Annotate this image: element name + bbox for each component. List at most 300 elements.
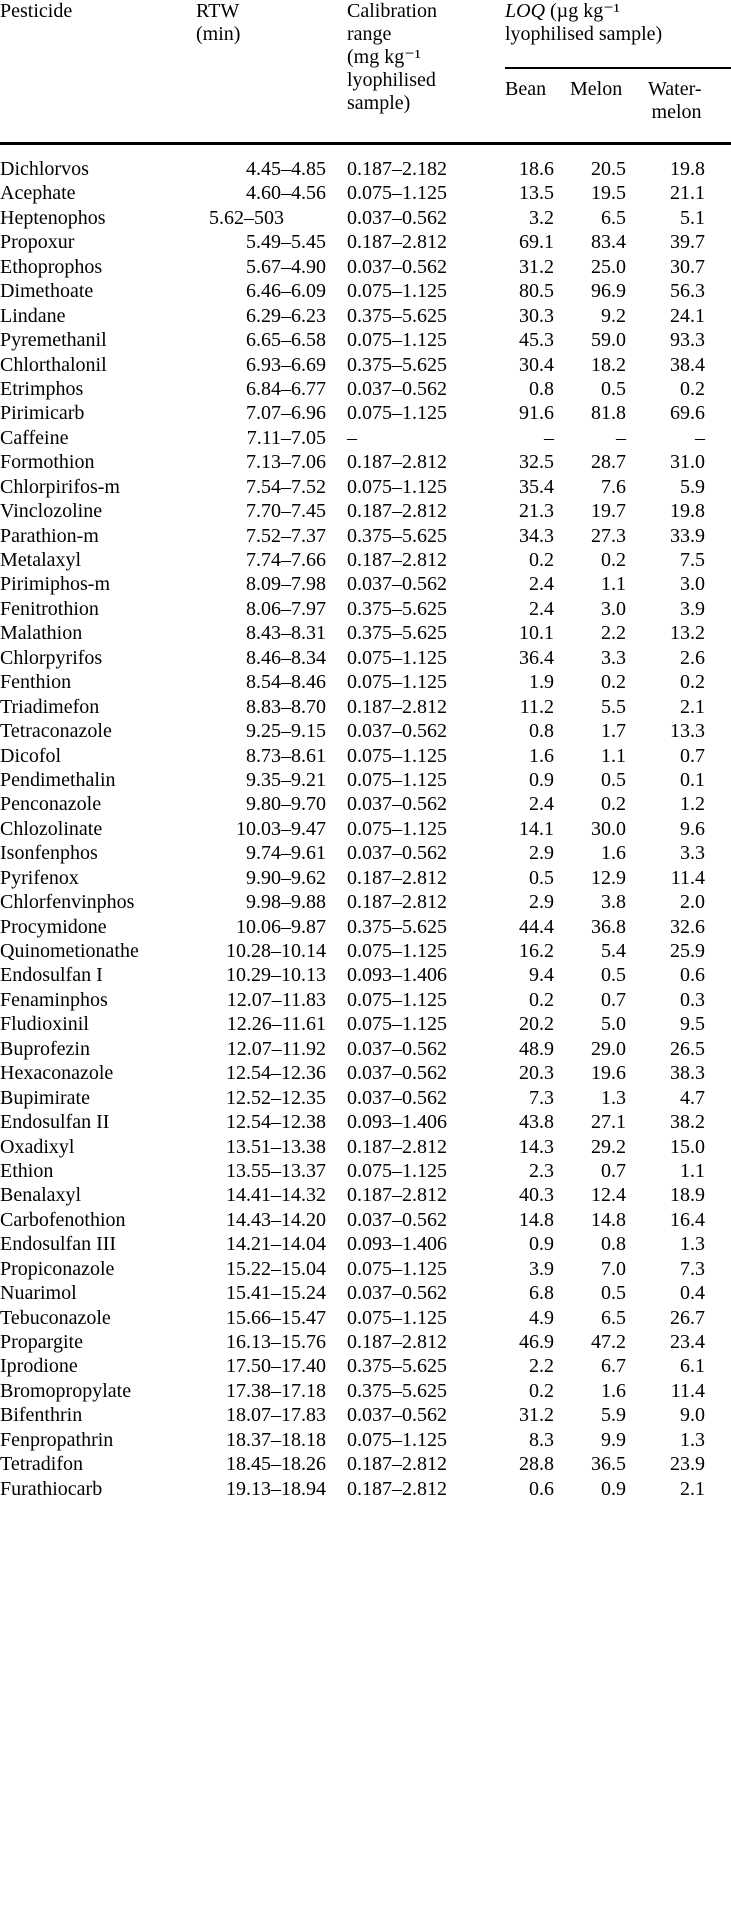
cell-calibration-range: 0.075–1.125	[347, 402, 447, 425]
cell-loq-melon: 0.5	[601, 964, 626, 987]
cell-pesticide: Bupimirate	[0, 1086, 90, 1109]
cell-loq-bean: 0.2	[529, 1379, 554, 1402]
table-row	[0, 353, 731, 377]
cell-rtw: 15.66–15.47	[226, 1306, 326, 1329]
cell-loq-bean: –	[544, 426, 554, 449]
cell-loq-melon: 1.3	[601, 1086, 626, 1109]
table-row	[0, 695, 731, 719]
cell-calibration-range: 0.075–1.125	[347, 475, 447, 498]
cell-rtw: 13.51–13.38	[226, 1135, 326, 1158]
cell-calibration-range: 0.187–2.812	[347, 1184, 447, 1207]
cell-rtw: 12.26–11.61	[226, 1013, 326, 1036]
table-row	[0, 817, 731, 841]
cell-loq-bean: 3.2	[529, 206, 554, 229]
table-row	[0, 1159, 731, 1183]
cell-loq-bean: 0.9	[529, 768, 554, 791]
cell-loq-melon: –	[616, 426, 626, 449]
cell-calibration-range: 0.037–0.562	[347, 1208, 447, 1231]
cell-calibration-range: 0.075–1.125	[347, 1428, 447, 1451]
cell-loq-melon: 27.1	[591, 1111, 626, 1134]
cell-loq-bean: 36.4	[519, 646, 554, 669]
cell-pesticide: Endosulfan II	[0, 1111, 110, 1134]
cell-loq-melon: 1.1	[601, 744, 626, 767]
cell-calibration-range: 0.187–2.812	[347, 866, 447, 889]
table-row	[0, 1477, 731, 1501]
cell-loq-watermelon: 1.1	[680, 1159, 705, 1182]
cell-loq-bean: 9.4	[529, 964, 554, 987]
cell-calibration-range: 0.075–1.125	[347, 940, 447, 962]
table-row	[0, 841, 731, 865]
header-bean: Bean	[505, 78, 547, 100]
cell-pesticide: Pirimicarb	[0, 402, 85, 425]
cell-loq-melon: 96.9	[591, 280, 626, 303]
table-row	[0, 1330, 731, 1354]
cell-pesticide: Fenpropathrin	[0, 1428, 114, 1451]
cell-loq-melon: 0.5	[601, 377, 626, 400]
cell-pesticide: Endosulfan I	[0, 964, 103, 987]
table-row	[0, 157, 731, 181]
cell-calibration-range: 0.037–0.562	[347, 720, 447, 743]
table-row	[0, 1208, 731, 1232]
table-row	[0, 1306, 731, 1330]
cell-loq-watermelon: –	[695, 426, 705, 449]
cell-loq-melon: 2.2	[601, 622, 626, 645]
cell-loq-watermelon: 38.4	[670, 353, 705, 376]
cell-loq-watermelon: 93.3	[670, 329, 705, 352]
cell-loq-melon: 30.0	[591, 817, 626, 840]
cell-rtw: 8.83–8.70	[246, 695, 326, 718]
cell-loq-watermelon: 38.3	[670, 1062, 705, 1085]
table-row	[0, 548, 731, 572]
cell-rtw: 10.28–10.14	[226, 940, 326, 962]
cell-loq-watermelon: 32.6	[670, 915, 705, 938]
cell-pesticide: Penconazole	[0, 793, 102, 816]
cell-loq-watermelon: 0.4	[680, 1282, 705, 1305]
cell-loq-watermelon: 26.5	[670, 1037, 705, 1060]
cell-loq-watermelon: 1.3	[680, 1233, 705, 1256]
cell-calibration-range: 0.037–0.562	[347, 1086, 447, 1109]
table-row	[0, 792, 731, 816]
cell-loq-melon: 12.4	[591, 1184, 626, 1207]
cell-loq-watermelon: 9.5	[680, 1013, 705, 1036]
cell-calibration-range: 0.375–5.625	[347, 597, 447, 620]
cell-calibration-range: 0.075–1.125	[347, 671, 447, 694]
cell-loq-bean: 16.2	[519, 940, 554, 962]
table-row	[0, 426, 731, 450]
cell-loq-bean: 2.9	[529, 842, 554, 865]
cell-rtw: 9.80–9.70	[246, 793, 326, 816]
table-row	[0, 1379, 731, 1403]
table-row	[0, 988, 731, 1012]
cell-loq-melon: 5.0	[601, 1013, 626, 1036]
cell-rtw: 6.84–6.77	[246, 377, 326, 400]
cell-calibration-range: 0.375–5.625	[347, 1355, 447, 1378]
cell-pesticide: Chlozolinate	[0, 817, 103, 840]
cell-calibration-range: 0.075–1.125	[347, 1159, 447, 1182]
cell-rtw: 8.54–8.46	[246, 671, 326, 694]
cell-rtw: 19.13–18.94	[226, 1477, 326, 1500]
cell-rtw: 8.43–8.31	[246, 622, 326, 645]
cell-loq-melon: 20.5	[591, 158, 626, 180]
table-row	[0, 1232, 731, 1256]
cell-loq-melon: 47.2	[591, 1331, 626, 1353]
table-row	[0, 1061, 731, 1085]
cell-rtw: 15.22–15.04	[226, 1257, 326, 1280]
cell-loq-watermelon: 69.6	[670, 402, 705, 425]
cell-loq-bean: 91.6	[519, 402, 554, 425]
cell-rtw: 9.74–9.61	[246, 842, 326, 865]
cell-rtw: 12.07–11.92	[226, 1037, 326, 1060]
cell-calibration-range: 0.375–5.625	[347, 353, 447, 376]
cell-pesticide: Propiconazole	[0, 1257, 115, 1280]
cell-loq-bean: 20.2	[519, 1013, 554, 1036]
table-row	[0, 1135, 731, 1159]
cell-loq-watermelon: 31.0	[670, 451, 705, 474]
cell-loq-watermelon: 38.2	[670, 1111, 705, 1134]
cell-loq-melon: 83.4	[591, 231, 626, 254]
cell-pesticide: Fenaminphos	[0, 988, 108, 1011]
cell-loq-watermelon: 13.3	[670, 720, 705, 743]
table-body	[0, 157, 731, 1501]
cell-loq-melon: 19.6	[591, 1062, 626, 1085]
cell-loq-watermelon: 3.9	[680, 597, 705, 620]
cell-loq-melon: 7.0	[601, 1257, 626, 1280]
table-row	[0, 963, 731, 987]
cell-loq-watermelon: 1.3	[680, 1428, 705, 1451]
cell-loq-bean: 32.5	[519, 451, 554, 474]
table-row	[0, 279, 731, 303]
cell-loq-watermelon: 4.7	[680, 1086, 705, 1109]
cell-calibration-range: 0.037–0.562	[347, 793, 447, 816]
cell-loq-melon: 0.5	[601, 768, 626, 791]
cell-loq-melon: 0.2	[601, 793, 626, 816]
cell-rtw: 14.43–14.20	[226, 1208, 326, 1231]
header-melon: Melon	[570, 78, 623, 100]
table-row	[0, 1281, 731, 1305]
cell-loq-melon: 25.0	[591, 255, 626, 278]
cell-loq-melon: 0.5	[601, 1282, 626, 1305]
cell-loq-melon: 81.8	[591, 402, 626, 425]
cell-pesticide: Etrimphos	[0, 377, 84, 400]
cell-loq-melon: 19.7	[591, 500, 626, 523]
cell-pesticide: Quinometionathe	[0, 940, 139, 962]
cell-rtw: 12.07–11.83	[226, 988, 326, 1011]
table-row	[0, 744, 731, 768]
cell-loq-bean: 14.3	[519, 1135, 554, 1158]
cell-pesticide: Chlorfenvinphos	[0, 891, 135, 914]
cell-loq-bean: 48.9	[519, 1037, 554, 1060]
cell-rtw: 18.37–18.18	[226, 1428, 326, 1451]
cell-loq-melon: 6.7	[601, 1355, 626, 1378]
table-row	[0, 499, 731, 523]
cell-pesticide: Hexaconazole	[0, 1062, 114, 1085]
cell-rtw: 17.38–17.18	[226, 1379, 326, 1402]
cell-rtw: 10.03–9.47	[236, 817, 326, 840]
cell-calibration-range: 0.075–1.125	[347, 182, 447, 205]
cell-loq-bean: 2.4	[529, 573, 554, 596]
cell-loq-bean: 40.3	[519, 1184, 554, 1207]
cell-loq-bean: 6.8	[529, 1282, 554, 1305]
table-row	[0, 328, 731, 352]
cell-loq-melon: 9.9	[601, 1428, 626, 1451]
cell-loq-watermelon: 2.1	[680, 1477, 705, 1500]
cell-loq-melon: 36.5	[591, 1453, 626, 1476]
cell-loq-melon: 5.4	[601, 940, 626, 962]
cell-loq-bean: 11.2	[519, 695, 554, 718]
cell-rtw: 6.93–6.69	[246, 353, 326, 376]
cell-loq-bean: 2.3	[529, 1159, 554, 1182]
cell-rtw: 8.06–7.97	[246, 597, 326, 620]
cell-calibration-range: 0.187–2.812	[347, 1453, 447, 1476]
cell-rtw: 6.65–6.58	[246, 329, 326, 352]
cell-rtw: 10.06–9.87	[236, 915, 326, 938]
cell-rtw: 13.55–13.37	[226, 1159, 326, 1182]
cell-loq-melon: 6.5	[601, 206, 626, 229]
cell-rtw: 8.46–8.34	[246, 646, 326, 669]
cell-rtw: 7.74–7.66	[246, 549, 326, 571]
cell-calibration-range: 0.075–1.125	[347, 1306, 447, 1329]
cell-pesticide: Oxadixyl	[0, 1135, 75, 1158]
cell-loq-watermelon: 11.4	[670, 1379, 705, 1402]
table-row	[0, 1403, 731, 1427]
cell-loq-bean: 2.9	[529, 891, 554, 914]
cell-pesticide: Vinclozoline	[0, 500, 103, 523]
cell-rtw: 7.52–7.37	[246, 524, 326, 547]
cell-calibration-range: 0.037–0.562	[347, 842, 447, 865]
cell-loq-melon: 18.2	[591, 353, 626, 376]
cell-loq-melon: 29.2	[591, 1135, 626, 1158]
cell-rtw: 9.25–9.15	[246, 720, 326, 743]
cell-pesticide: Dichlorvos	[0, 158, 89, 180]
table-row	[0, 524, 731, 548]
cell-rtw: 5.67–4.90	[246, 255, 326, 278]
cell-calibration-range: 0.075–1.125	[347, 817, 447, 840]
table-row	[0, 1452, 731, 1476]
cell-pesticide: Dimethoate	[0, 280, 94, 303]
cell-loq-watermelon: 0.1	[680, 768, 705, 791]
cell-loq-watermelon: 56.3	[670, 280, 705, 303]
cell-rtw: 15.41–15.24	[226, 1282, 326, 1305]
cell-pesticide: Dicofol	[0, 744, 62, 767]
cell-rtw: 14.21–14.04	[226, 1233, 326, 1256]
cell-loq-bean: 18.6	[519, 158, 554, 180]
cell-loq-watermelon: 18.9	[670, 1184, 705, 1207]
cell-loq-melon: 1.6	[601, 1379, 626, 1402]
cell-loq-bean: 4.9	[529, 1306, 554, 1329]
cell-calibration-range: 0.037–0.562	[347, 1062, 447, 1085]
table-row	[0, 377, 731, 401]
cell-loq-melon: 5.9	[601, 1404, 626, 1427]
cell-loq-watermelon: 1.2	[680, 793, 705, 816]
cell-loq-watermelon: 15.0	[670, 1135, 705, 1158]
cell-pesticide: Tetradifon	[0, 1453, 84, 1476]
cell-loq-bean: 7.3	[529, 1086, 554, 1109]
table-row	[0, 866, 731, 890]
cell-loq-melon: 0.8	[601, 1233, 626, 1256]
cell-pesticide: Pendimethalin	[0, 768, 116, 791]
table-row	[0, 255, 731, 279]
cell-pesticide: Tebuconazole	[0, 1306, 111, 1329]
cell-loq-watermelon: 3.0	[680, 573, 705, 596]
cell-loq-watermelon: 9.6	[680, 817, 705, 840]
cell-pesticide: Ethion	[0, 1159, 54, 1182]
cell-pesticide: Parathion-m	[0, 524, 99, 547]
cell-loq-bean: 0.5	[529, 866, 554, 889]
cell-pesticide: Propargite	[0, 1331, 83, 1353]
cell-loq-melon: 0.7	[601, 988, 626, 1011]
cell-calibration-range: 0.037–0.562	[347, 377, 447, 400]
cell-pesticide: Acephate	[0, 182, 76, 205]
header-calibration-range: Calibration range (mg kg⁻¹ lyophilised sample)	[347, 0, 437, 114]
table-row	[0, 230, 731, 254]
cell-pesticide: Chlorthalonil	[0, 353, 107, 376]
cell-loq-bean: 13.5	[519, 182, 554, 205]
table-row	[0, 670, 731, 694]
cell-loq-bean: 31.2	[519, 1404, 554, 1427]
cell-pesticide: Carbofenothion	[0, 1208, 126, 1231]
cell-calibration-range: 0.075–1.125	[347, 280, 447, 303]
cell-calibration-range: 0.037–0.562	[347, 1282, 447, 1305]
cell-loq-bean: 0.8	[529, 377, 554, 400]
cell-loq-watermelon: 11.4	[670, 866, 705, 889]
cell-pesticide: Fenthion	[0, 671, 72, 694]
cell-loq-melon: 3.0	[601, 597, 626, 620]
table-row	[0, 1086, 731, 1110]
cell-loq-watermelon: 2.1	[680, 695, 705, 718]
cell-loq-melon: 6.5	[601, 1306, 626, 1329]
cell-rtw: 4.45–4.85	[246, 158, 326, 180]
cell-calibration-range: 0.187–2.812	[347, 695, 447, 718]
cell-pesticide: Benalaxyl	[0, 1184, 82, 1207]
cell-calibration-range: 0.187–2.182	[347, 158, 447, 180]
header-rule	[0, 142, 731, 145]
table-row	[0, 768, 731, 792]
cell-loq-bean: 80.5	[519, 280, 554, 303]
cell-pesticide: Malathion	[0, 622, 83, 645]
cell-loq-watermelon: 6.1	[680, 1355, 705, 1378]
cell-loq-bean: 0.9	[529, 1233, 554, 1256]
cell-pesticide: Heptenophos	[0, 206, 106, 229]
table-row	[0, 1037, 731, 1061]
cell-rtw: 9.98–9.88	[246, 891, 326, 914]
cell-calibration-range: 0.075–1.125	[347, 988, 447, 1011]
cell-loq-watermelon: 23.4	[670, 1331, 705, 1353]
cell-loq-melon: 3.3	[601, 646, 626, 669]
cell-calibration-range: 0.187–2.812	[347, 549, 447, 571]
table-row	[0, 1110, 731, 1134]
loq-subheader-rule	[505, 67, 731, 69]
cell-loq-bean: 14.1	[519, 817, 554, 840]
cell-pesticide: Ethoprophos	[0, 255, 103, 278]
cell-loq-bean: 44.4	[519, 915, 554, 938]
cell-loq-melon: 9.2	[601, 304, 626, 327]
cell-loq-bean: 34.3	[519, 524, 554, 547]
cell-pesticide: Iprodione	[0, 1355, 78, 1378]
cell-pesticide: Bromopropylate	[0, 1379, 132, 1402]
cell-loq-melon: 0.7	[601, 1159, 626, 1182]
cell-calibration-range: 0.093–1.406	[347, 1111, 447, 1134]
cell-rtw: 12.52–12.35	[226, 1086, 326, 1109]
cell-loq-melon: 0.2	[601, 549, 626, 571]
cell-loq-watermelon: 23.9	[670, 1453, 705, 1476]
cell-loq-bean: 0.8	[529, 720, 554, 743]
cell-pesticide: Fludioxinil	[0, 1013, 89, 1036]
cell-pesticide: Chlorpirifos-m	[0, 475, 120, 498]
table-row	[0, 1428, 731, 1452]
cell-pesticide: Chlorpyrifos	[0, 646, 103, 669]
table-row	[0, 450, 731, 474]
table-row	[0, 646, 731, 670]
cell-loq-bean: 46.9	[519, 1331, 554, 1353]
cell-calibration-range: 0.075–1.125	[347, 329, 447, 352]
cell-loq-watermelon: 25.9	[670, 940, 705, 962]
cell-loq-melon: 1.1	[601, 573, 626, 596]
cell-loq-bean: 31.2	[519, 255, 554, 278]
cell-loq-bean: 69.1	[519, 231, 554, 254]
cell-loq-watermelon: 0.2	[680, 377, 705, 400]
cell-calibration-range: –	[347, 426, 357, 449]
cell-calibration-range: 0.037–0.562	[347, 255, 447, 278]
cell-loq-watermelon: 3.3	[680, 842, 705, 865]
cell-pesticide: Propoxur	[0, 231, 75, 254]
cell-calibration-range: 0.187–2.812	[347, 451, 447, 474]
cell-loq-watermelon: 24.1	[670, 304, 705, 327]
cell-rtw: 5.62–503	[209, 206, 284, 229]
cell-loq-watermelon: 2.0	[680, 891, 705, 914]
cell-calibration-range: 0.187–2.812	[347, 891, 447, 914]
cell-loq-watermelon: 9.0	[680, 1404, 705, 1427]
cell-rtw: 8.73–8.61	[246, 744, 326, 767]
cell-calibration-range: 0.075–1.125	[347, 1013, 447, 1036]
loq-label: LOQ	[505, 0, 546, 22]
cell-loq-bean: 2.4	[529, 597, 554, 620]
cell-pesticide: Pyremethanil	[0, 329, 107, 352]
cell-loq-melon: 12.9	[591, 866, 626, 889]
table-row	[0, 890, 731, 914]
cell-calibration-range: 0.187–2.812	[347, 1135, 447, 1158]
cell-rtw: 10.29–10.13	[226, 964, 326, 987]
cell-loq-watermelon: 21.1	[670, 182, 705, 205]
cell-calibration-range: 0.375–5.625	[347, 915, 447, 938]
cell-calibration-range: 0.075–1.125	[347, 1257, 447, 1280]
cell-loq-bean: 2.2	[529, 1355, 554, 1378]
table-row	[0, 621, 731, 645]
cell-rtw: 9.90–9.62	[246, 866, 326, 889]
cell-rtw: 5.49–5.45	[246, 231, 326, 254]
cell-calibration-range: 0.093–1.406	[347, 1233, 447, 1256]
cell-loq-bean: 21.3	[519, 500, 554, 523]
cell-rtw: 17.50–17.40	[226, 1355, 326, 1378]
cell-loq-watermelon: 33.9	[670, 524, 705, 547]
cell-pesticide: Pyrifenox	[0, 866, 79, 889]
cell-loq-bean: 2.4	[529, 793, 554, 816]
table-row	[0, 475, 731, 499]
cell-loq-melon: 7.6	[601, 475, 626, 498]
cell-loq-watermelon: 2.6	[680, 646, 705, 669]
header-pesticide: Pesticide	[0, 0, 73, 22]
cell-loq-watermelon: 19.8	[670, 500, 705, 523]
cell-calibration-range: 0.075–1.125	[347, 768, 447, 791]
cell-loq-watermelon: 7.3	[680, 1257, 705, 1280]
cell-calibration-range: 0.375–5.625	[347, 304, 447, 327]
table-row	[0, 572, 731, 596]
header-watermelon: Water- melon	[648, 78, 702, 123]
cell-loq-bean: 20.3	[519, 1062, 554, 1085]
cell-loq-bean: 1.6	[529, 744, 554, 767]
cell-rtw: 7.13–7.06	[246, 451, 326, 474]
cell-loq-bean: 1.9	[529, 671, 554, 694]
cell-rtw: 6.29–6.23	[246, 304, 326, 327]
